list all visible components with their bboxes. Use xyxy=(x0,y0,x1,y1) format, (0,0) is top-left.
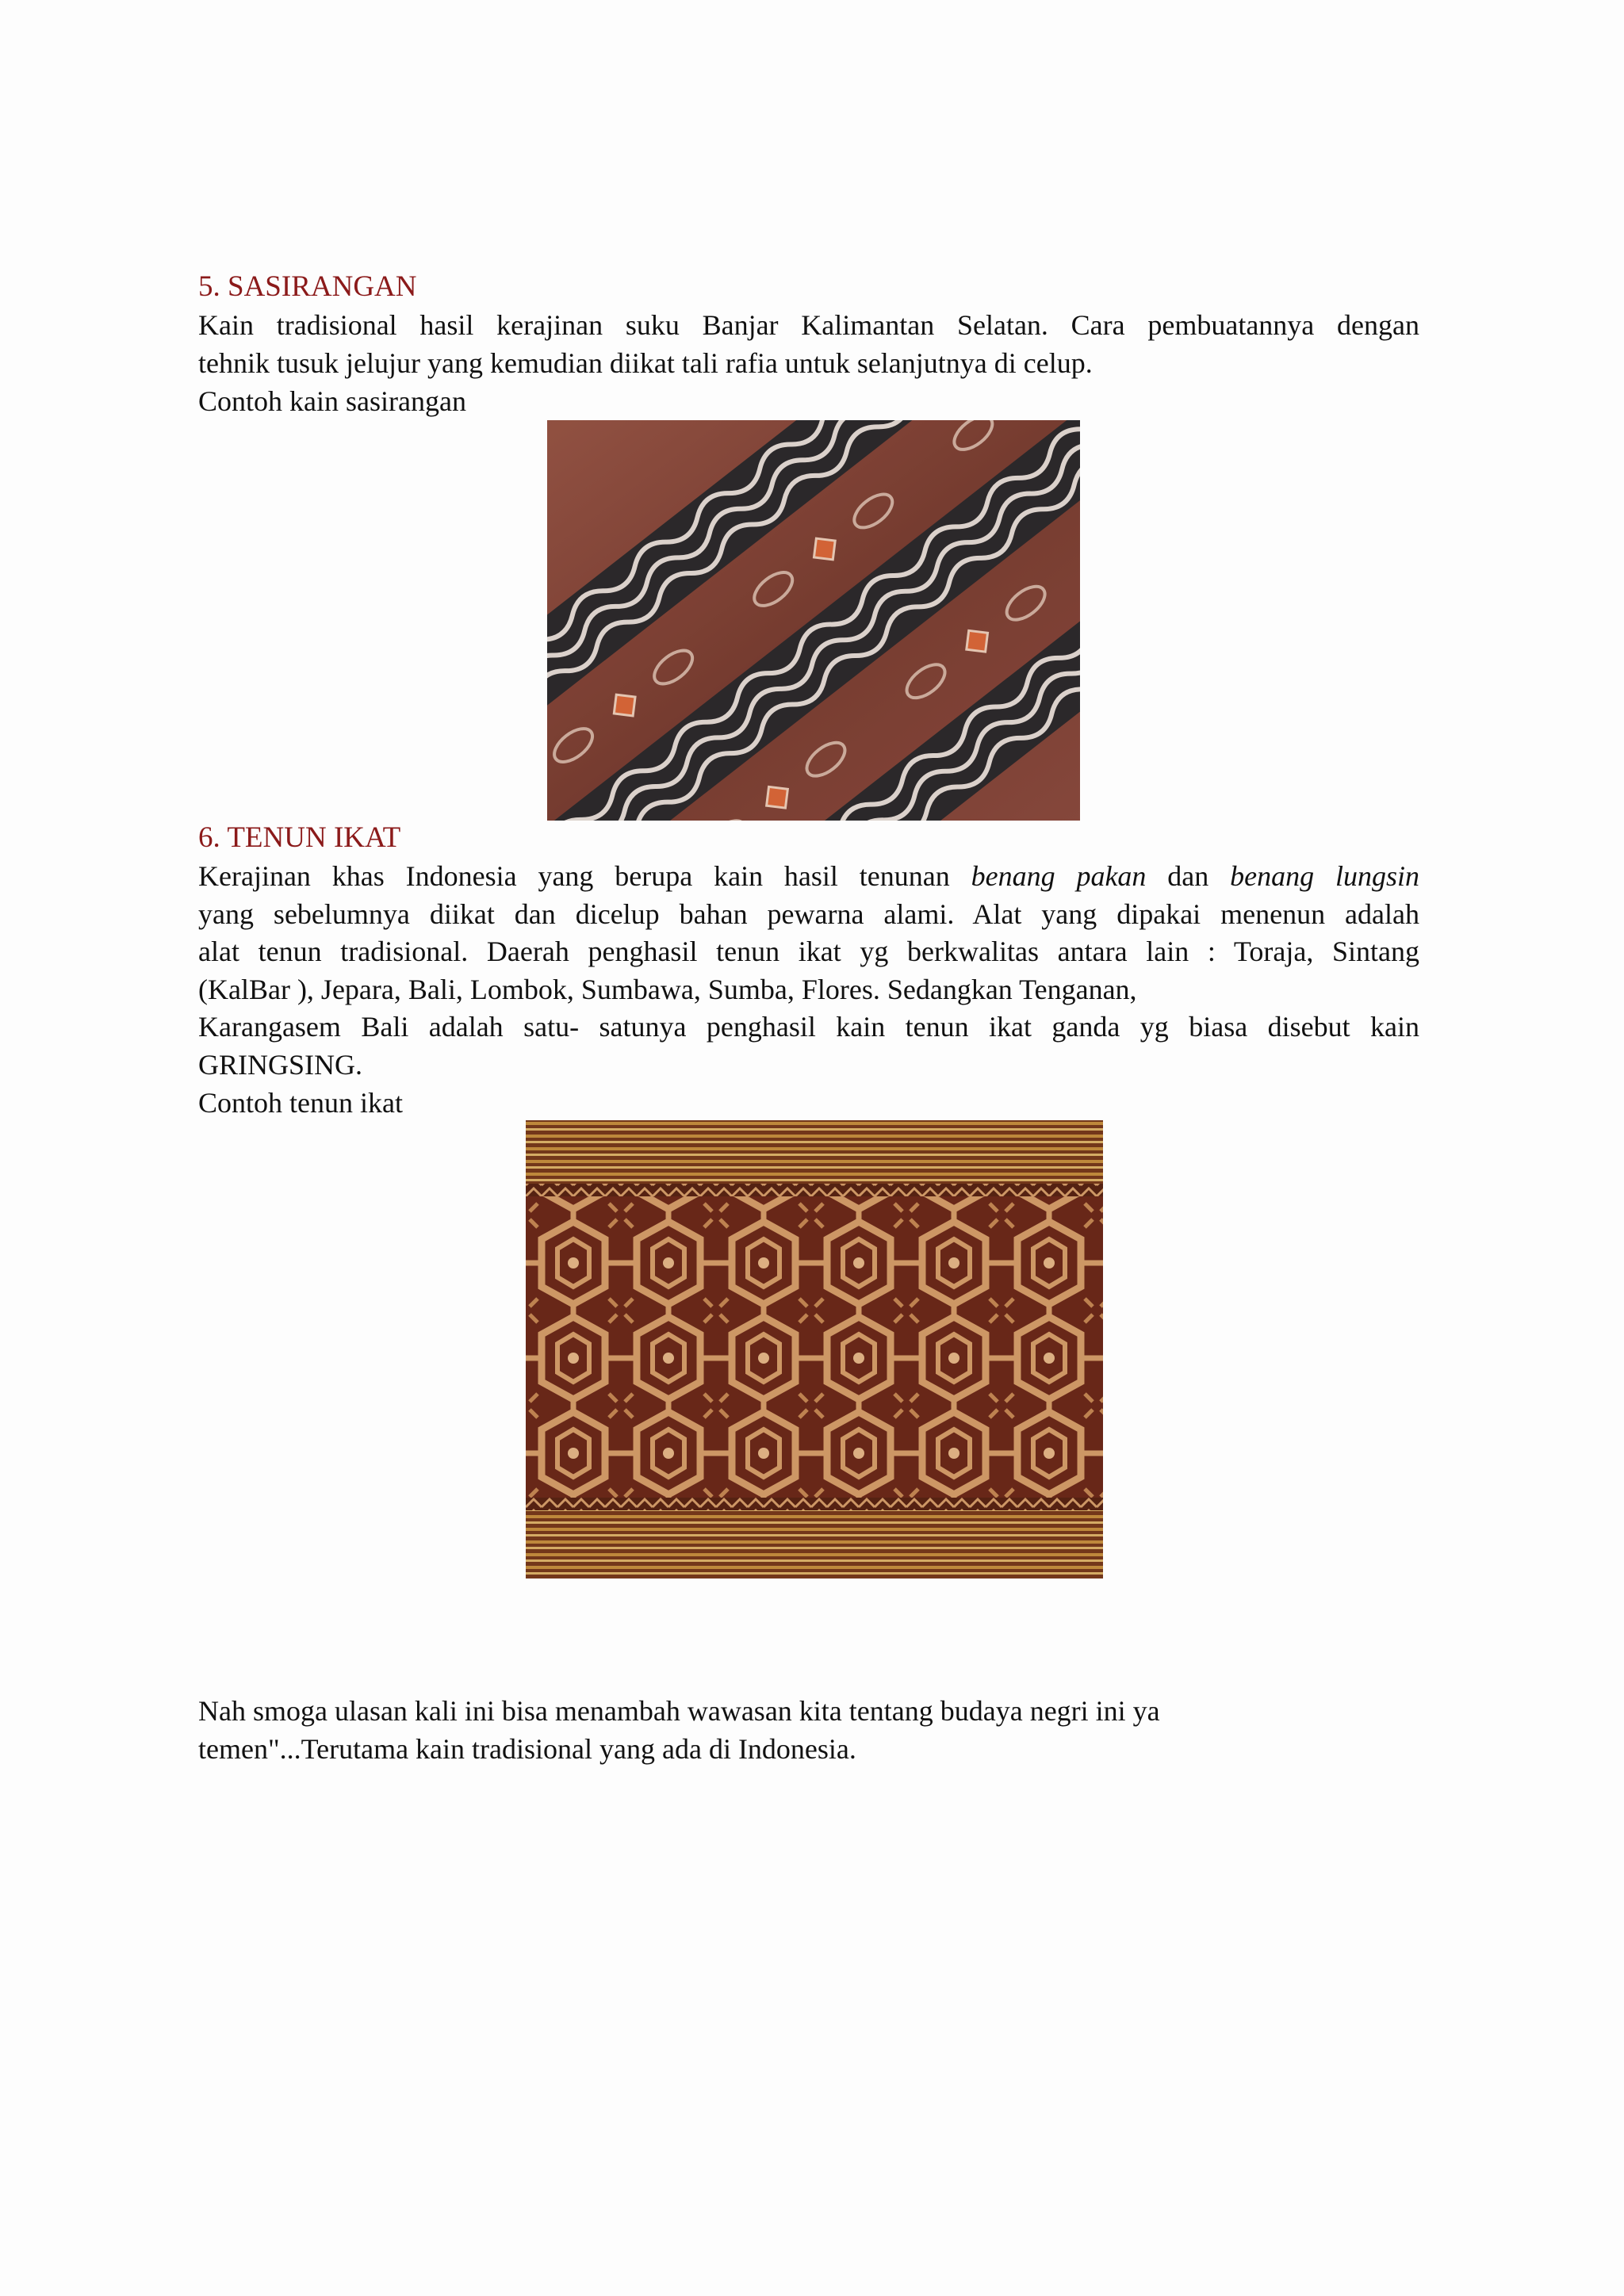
section-6-caption: Contoh tenun ikat xyxy=(198,1087,403,1119)
section-6-line-1-text: Kerajinan khas Indonesia yang berupa kain hasil tenunan xyxy=(198,860,971,892)
closing-paragraph xyxy=(198,1693,1308,1768)
term-benang-pakan: benang pakan xyxy=(971,860,1147,892)
section-5-heading: 5. SASIRANGAN xyxy=(198,270,417,303)
section-5-paragraph xyxy=(198,307,1419,382)
closing-line-1: Nah smoga ulasan kali ini bisa menambah wawasan kita tentang budaya negri ini ya xyxy=(198,1695,1160,1727)
section-5-line-1: Kain tradisional hasil kerajinan suku Banjar Kalimantan Selatan. Cara pembuatannya dengan xyxy=(198,309,1419,341)
section-5-caption: Contoh kain sasirangan xyxy=(198,385,466,417)
section-6-line-5: Karangasem Bali adalah satu- satunya penghasil kain tenun ikat ganda yg biasa disebut kain xyxy=(198,1011,1419,1043)
term-benang-lungsin: benang lungsin xyxy=(1230,860,1419,892)
tenun-ikat-fabric-image xyxy=(526,1120,1103,1578)
section-6-line-1 xyxy=(198,858,1419,896)
sasirangan-fabric-image xyxy=(547,420,1080,821)
section-6-paragraph xyxy=(198,858,1419,1084)
closing-line-2: temen"...Terutama kain tradisional yang ada di Indonesia. xyxy=(198,1732,856,1765)
section-6-line-2: yang sebelumnya diikat dan dicelup bahan pewarna alami. Alat yang dipakai menenun adalah xyxy=(198,897,1419,930)
section-6-line-4: (KalBar ), Jepara, Bali, Lombok, Sumbawa, Sumba, Flores. Sedangkan Tenganan, xyxy=(198,973,1137,1005)
section-6-heading: 6. TENUN IKAT xyxy=(198,821,401,854)
section-6-line-1-connector: dan xyxy=(1146,860,1231,892)
sasirangan-illustration xyxy=(547,420,1080,821)
section-5-line-2: tehnik tusuk jelujur yang kemudian diikat tali rafia untuk selanjutnya di celup. xyxy=(198,346,1093,379)
tenun-ikat-illustration xyxy=(526,1120,1103,1578)
section-6-line-6: GRINGSING. xyxy=(198,1048,362,1081)
section-6-line-3: alat tenun tradisional. Daerah penghasil tenun ikat yg berkwalitas antara lain : Toraja, Sintang xyxy=(198,936,1419,967)
